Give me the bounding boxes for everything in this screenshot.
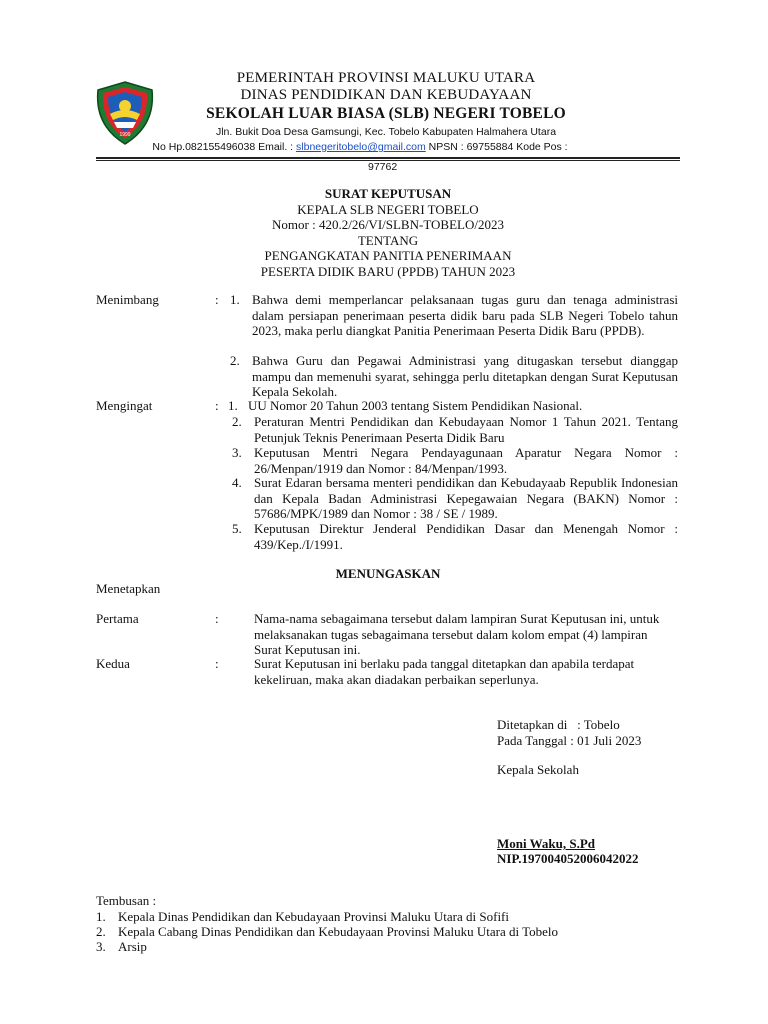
menimbang-label: Menimbang <box>96 292 159 307</box>
mengingat-item-4-number: 4. <box>232 475 242 490</box>
letterhead-line-1: PEMERINTAH PROVINSI MALUKU UTARA <box>236 70 536 86</box>
menimbang-item-1-number: 1. <box>230 292 240 307</box>
tembusan-label: Tembusan : <box>96 893 157 908</box>
decree-title <box>96 186 680 280</box>
letterhead-address: Jln. Bukit Doa Desa Gamsungi, Kec. Tobelo Kabupaten Halmahera Utara <box>215 126 557 138</box>
menimbang-item-1-text: Bahwa demi memperlancar pelaksanaan tugas guru dan tenaga administrasi dalam persiapan penerimaan peserta didik baru pada SLB Negeri Tobelo tahun 2023, maka perlu diangkat Panitia Penerimaan Peserta Didik Baru (PPDB). <box>252 292 678 338</box>
letterhead <box>152 70 612 154</box>
pertama-text: Nama-nama sebagaimana tersebut dalam lampiran Surat Keputusan ini, untuk melaksanakan tugas sebagaimana tersebut dalam kolom empat (4) lampiran Surat Keputusan ini. <box>254 611 660 657</box>
letterhead-line-3: SEKOLAH LUAR BIASA (SLB) NEGERI TOBELO <box>206 105 566 122</box>
postal-code: 97762 <box>368 161 398 173</box>
mengingat-item-3-number: 3. <box>232 445 242 460</box>
logo-year: 1999 <box>119 132 131 138</box>
signature-date: Pada Tanggal : 01 Juli 2023 <box>497 733 642 748</box>
menimbang-item-2-number: 2. <box>230 353 240 368</box>
email-link[interactable]: slbnegeritobelo@gmail.com <box>296 141 426 153</box>
kedua-text: Surat Keputusan ini berlaku pada tanggal ditetapkan dan apabila terdapat kekeliruan, maka akan diadakan perbaikan seperlunya. <box>254 656 635 687</box>
tembusan-item-3-text: Arsip <box>118 939 147 954</box>
contact-npsn: NPSN : 69755884 Kode Pos : <box>425 141 568 153</box>
menetapkan-label: Menetapkan <box>96 581 161 596</box>
mengingat-item-1-number: 1. <box>228 398 238 413</box>
title-line-6: PESERTA DIDIK BARU (PPDB) TAHUN 2023 <box>260 263 516 279</box>
letterhead-contact <box>134 140 586 154</box>
tembusan-item-1-text: Kepala Dinas Pendidikan dan Kebudayaan Provinsi Maluku Utara di Sofifi <box>118 909 509 924</box>
mengingat-item-2-number: 2. <box>232 414 242 429</box>
signatory-name: Moni Waku, S.Pd <box>497 836 596 851</box>
title-line-2: KEPALA SLB NEGERI TOBELO <box>297 201 479 217</box>
title-line-4: TENTANG <box>357 232 419 248</box>
kedua-label: Kedua <box>96 656 130 671</box>
mengingat-colon: : <box>215 398 219 413</box>
letterhead-rule-thick <box>96 157 680 159</box>
tembusan-item-1-number: 1. <box>96 909 106 924</box>
mengingat-item-5-number: 5. <box>232 521 242 536</box>
kedua-colon: : <box>215 656 219 671</box>
pertama-colon: : <box>215 611 219 626</box>
menimbang-item-2-text: Bahwa Guru dan Pegawai Administrasi yang ditugaskan tersebut dianggap mampu dan memenuhi syarat, sehingga perlu ditetapkan dengan Surat Keputusan Kepala Sekolah. <box>252 353 678 399</box>
signatory-nip: NIP.197004052006042022 <box>497 851 639 866</box>
pertama-label: Pertama <box>96 611 139 626</box>
signature-role: Kepala Sekolah <box>497 762 579 777</box>
title-number: Nomor : 420.2/26/VI/SLBN-TOBELO/2023 <box>272 217 504 233</box>
contact-phone: No Hp.082155496038 Email. : <box>152 141 297 153</box>
title-line-1: SURAT KEPUTUSAN <box>324 186 452 201</box>
mengingat-item-4-text: Surat Edaran bersama menteri pendidikan dan Kebudayaab Republik Indonesian dan Kepala Badan Administrasi Kepegawaian Negara (BAKN) Nomor : 57686/MPK/1989 dan Nomor : 38 / SE / 1989. <box>254 475 678 521</box>
menugaskan-heading: MENUNGASKAN <box>335 566 441 581</box>
mengingat-item-3-text: Keputusan Mentri Negara Pendayagunaan Aparatur Negara Nomor : 26/Menpan/1919 dan Nomor : 84/Menpan/1993. <box>254 445 678 476</box>
mengingat-label: Mengingat <box>96 398 153 413</box>
mengingat-item-5-text: Keputusan Direktur Jenderal Pendidikan Dasar dan Menengah Nomor : 439/Kep./I/1991. <box>254 521 678 552</box>
letterhead-line-2: DINAS PENDIDIKAN DAN KEBUDAYAAN <box>240 87 532 103</box>
provincial-emblem-icon <box>92 80 158 146</box>
mengingat-item-1-text: UU Nomor 20 Tahun 2003 tentang Sistem Pendidikan Nasional. <box>248 398 583 413</box>
tembusan-item-3-number: 3. <box>96 939 106 954</box>
tembusan-item-2-text: Kepala Cabang Dinas Pendidikan dan Kebudayaan Provinsi Maluku Utara di Tobelo <box>118 924 559 939</box>
title-line-5: PENGANGKATAN PANITIA PENERIMAAN <box>264 248 512 264</box>
tembusan-item-2-number: 2. <box>96 924 106 939</box>
mengingat-item-2-text: Peraturan Mentri Pendidikan dan Kebudayaan Nomor 1 Tahun 2021. Tentang Petunjuk Teknis Penerimaan Peserta Didik Baru <box>254 414 678 445</box>
signature-place: Ditetapkan di : Tobelo <box>497 717 620 732</box>
menimbang-colon: : <box>215 292 219 307</box>
